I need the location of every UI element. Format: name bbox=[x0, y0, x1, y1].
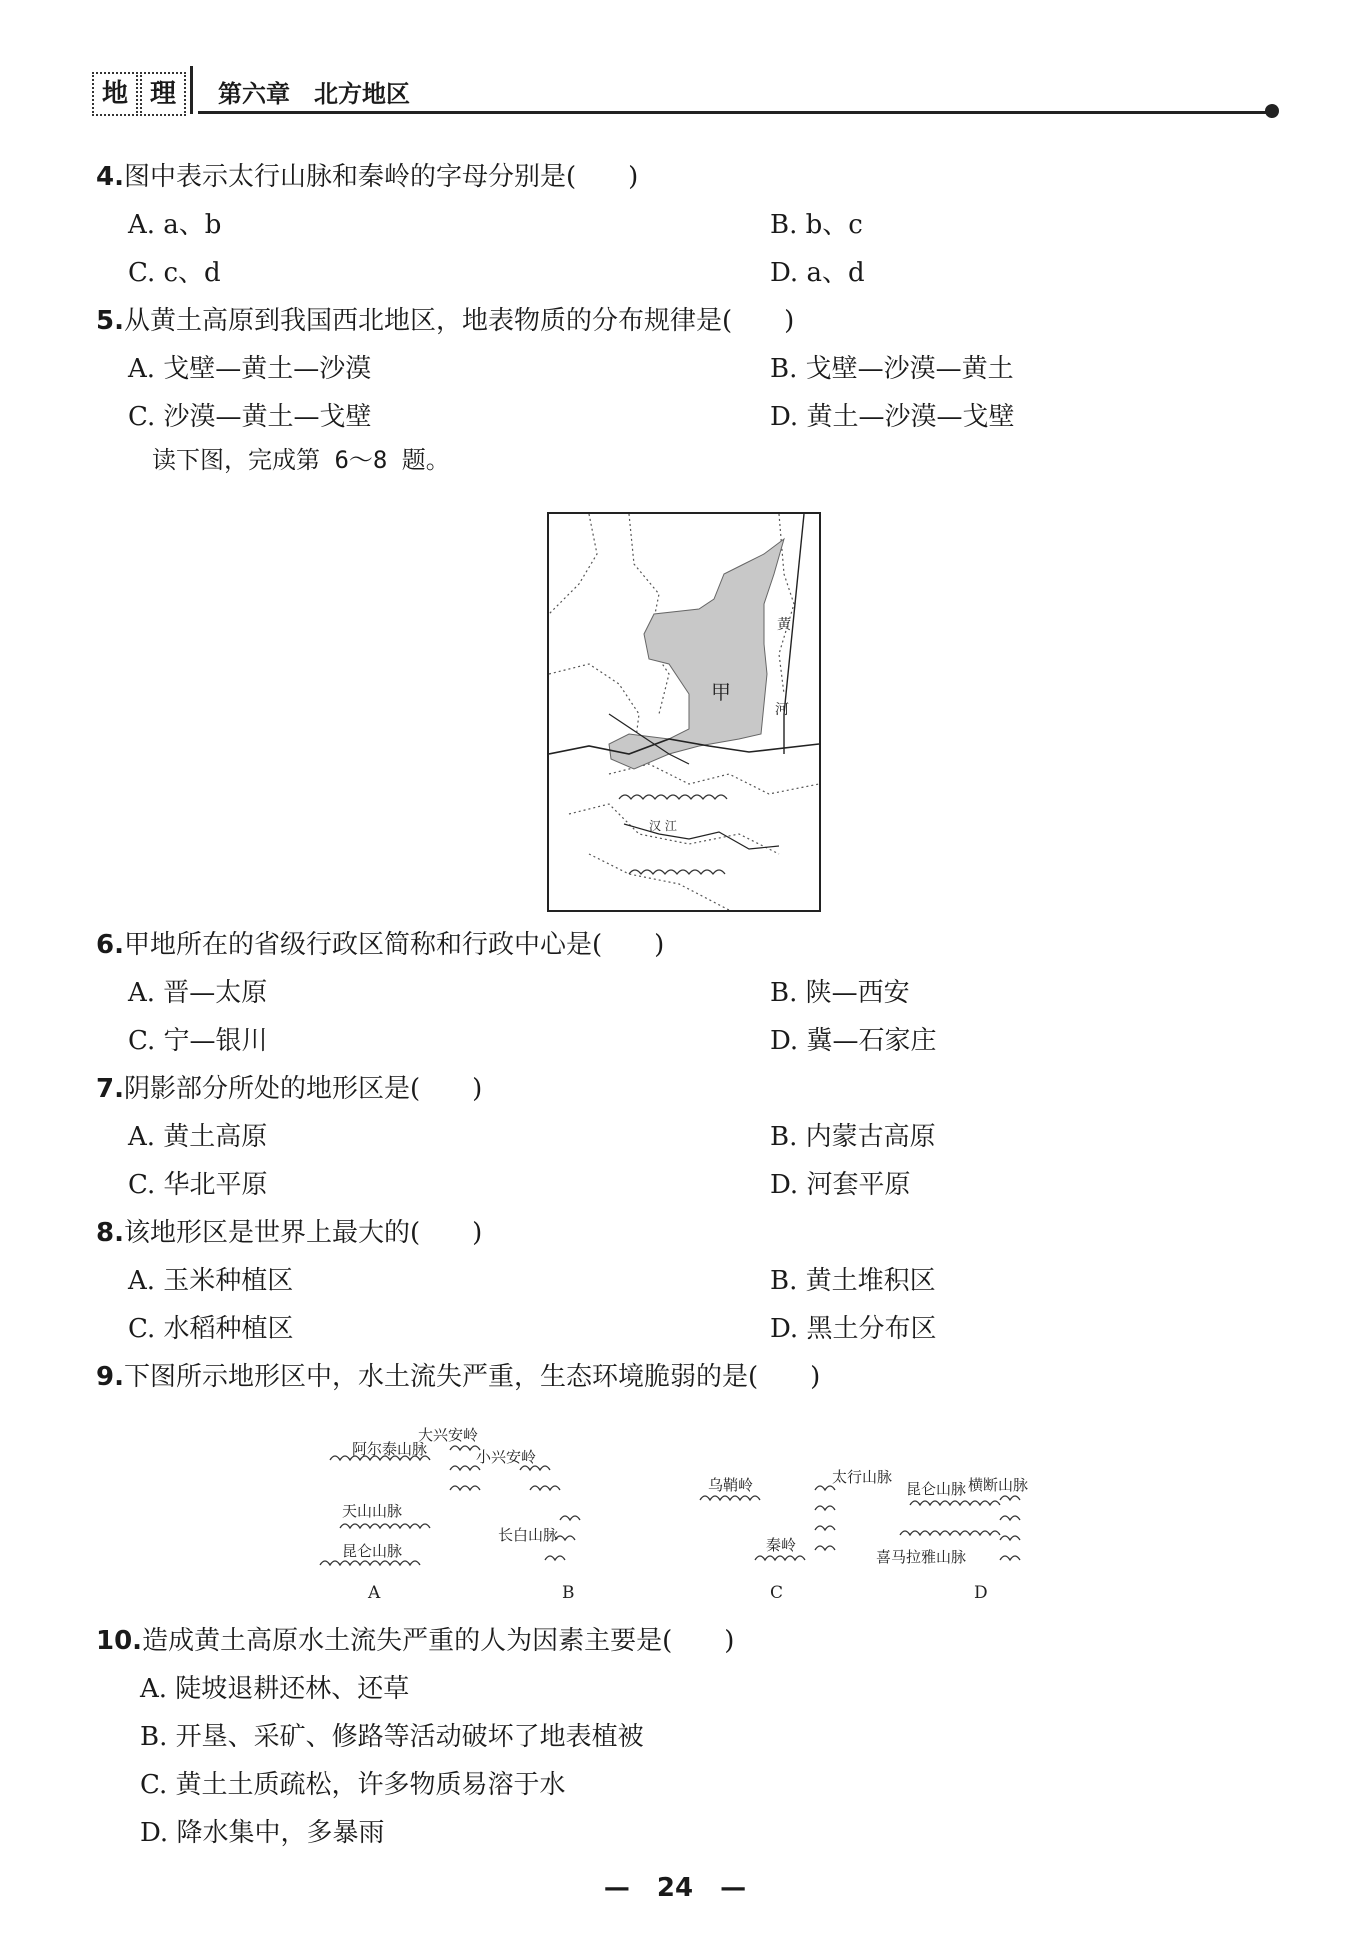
option-a: A. 玉米种植区 bbox=[128, 1266, 294, 1296]
option-c: C. 水稻种植区 bbox=[128, 1314, 294, 1344]
range-label-d-3: 喜马拉雅山脉 bbox=[876, 1548, 967, 1566]
option-d: D. 冀—石家庄 bbox=[770, 1026, 937, 1056]
range-label-c-1: 乌鞘岭 bbox=[708, 1476, 754, 1494]
question-number: 4. bbox=[96, 162, 124, 192]
yellow-river-char-1: 黄 bbox=[777, 617, 791, 633]
question-text: 图中表示太行山脉和秦岭的字母分别是( ) bbox=[123, 162, 639, 192]
page-number bbox=[0, 1873, 1350, 1903]
header-divider bbox=[190, 66, 193, 114]
figure-letter-d: D bbox=[974, 1583, 988, 1603]
question-text: 从黄土高原到我国西北地区，地表物质的分布规律是( ) bbox=[123, 306, 795, 336]
range-label-d-2: 横断山脉 bbox=[968, 1476, 1029, 1494]
range-label-d-1: 昆仑山脉 bbox=[906, 1480, 967, 1498]
option-d: D. a、d bbox=[770, 258, 865, 288]
terrain-figure bbox=[300, 1410, 1070, 1610]
option-b: B. b、c bbox=[770, 210, 863, 240]
option-a: A. 晋—太原 bbox=[128, 978, 268, 1008]
option-b: B. 内蒙古高原 bbox=[770, 1122, 936, 1152]
figure-letter-a: A bbox=[368, 1583, 381, 1603]
option-c: C. 华北平原 bbox=[128, 1170, 268, 1200]
range-label-a-2: 天山山脉 bbox=[342, 1502, 403, 1520]
page-dash-left: — bbox=[603, 1873, 630, 1903]
question-10 bbox=[96, 1620, 734, 1657]
daba-mountains bbox=[629, 870, 725, 874]
question-text: 甲地所在的省级行政区简称和行政中心是( ) bbox=[123, 930, 665, 960]
figure-letter-c: C bbox=[770, 1583, 784, 1603]
figure-letter-b: B bbox=[562, 1583, 575, 1603]
han-river bbox=[624, 824, 779, 849]
range-label-c-3: 太行山脉 bbox=[832, 1468, 893, 1486]
option-d: D. 黄土—沙漠—戈壁 bbox=[770, 402, 1015, 432]
question-number: 6. bbox=[96, 930, 124, 960]
question-number: 10. bbox=[96, 1626, 143, 1656]
question-5 bbox=[96, 300, 794, 337]
question-7 bbox=[96, 1068, 482, 1105]
question-text: 该地形区是世界上最大的( ) bbox=[123, 1218, 483, 1248]
region-map-svg bbox=[549, 514, 819, 910]
question-8 bbox=[96, 1212, 482, 1249]
question-number: 8. bbox=[96, 1218, 124, 1248]
option-d: D. 降水集中，多暴雨 bbox=[140, 1818, 385, 1848]
question-text: 造成黄土高原水土流失严重的人为因素主要是( ) bbox=[142, 1626, 735, 1656]
option-c: C. c、d bbox=[128, 258, 221, 288]
range-label-b-1: 大兴安岭 bbox=[418, 1426, 479, 1444]
option-d: D. 黑土分布区 bbox=[770, 1314, 937, 1344]
range-label-b-2: 小兴安岭 bbox=[476, 1448, 537, 1466]
yellow-river bbox=[784, 514, 804, 754]
option-a: A. 戈壁—黄土—沙漠 bbox=[128, 354, 372, 384]
chapter-title: 第六章 北方地区 bbox=[218, 79, 410, 108]
option-c: C. 宁—银川 bbox=[128, 1026, 268, 1056]
question-6 bbox=[96, 924, 664, 961]
range-label-a-1: 阿尔泰山脉 bbox=[352, 1440, 428, 1458]
option-a: A. a、b bbox=[128, 210, 222, 240]
region-jia-shape bbox=[609, 539, 784, 769]
option-c: C. 黄土土质疏松，许多物质易溶于水 bbox=[140, 1770, 566, 1800]
option-d: D. 河套平原 bbox=[770, 1170, 911, 1200]
page-dash-right: — bbox=[720, 1873, 747, 1903]
question-text: 下图所示地形区中，水土流失严重，生态环境脆弱的是( ) bbox=[123, 1362, 821, 1392]
option-c: C. 沙漠—黄土—戈壁 bbox=[128, 402, 372, 432]
question-4 bbox=[96, 156, 638, 193]
han-river-label: 汉 江 bbox=[649, 819, 677, 833]
page-number-value: 24 bbox=[656, 1873, 694, 1903]
qinling-mountains bbox=[619, 795, 727, 799]
range-label-a-3: 昆仑山脉 bbox=[342, 1542, 403, 1560]
range-label-b-3: 长白山脉 bbox=[498, 1526, 559, 1544]
range-label-c-2: 秦岭 bbox=[766, 1536, 797, 1554]
subject-box-1: 地 bbox=[92, 72, 138, 116]
figure-instruction: 读下图，完成第 6～8 题。 bbox=[152, 446, 450, 474]
question-text: 阴影部分所处的地形区是( ) bbox=[123, 1074, 483, 1104]
option-b: B. 黄土堆积区 bbox=[770, 1266, 936, 1296]
question-number: 9. bbox=[96, 1362, 124, 1392]
question-number: 5. bbox=[96, 306, 124, 336]
region-jia-label: 甲 bbox=[711, 680, 731, 704]
option-a: A. 陡坡退耕还林、还草 bbox=[140, 1674, 410, 1704]
header-rule bbox=[198, 111, 1270, 114]
question-9 bbox=[96, 1356, 820, 1393]
question-number: 7. bbox=[96, 1074, 124, 1104]
option-b: B. 戈壁—沙漠—黄土 bbox=[770, 354, 1014, 384]
header-rule-dot bbox=[1265, 104, 1279, 118]
option-a: A. 黄土高原 bbox=[128, 1122, 268, 1152]
region-map bbox=[547, 512, 821, 912]
subject-box-2: 理 bbox=[140, 72, 186, 116]
option-b: B. 陕—西安 bbox=[770, 978, 910, 1008]
option-b: B. 开垦、采矿、修路等活动破坏了地表植被 bbox=[140, 1722, 644, 1752]
yellow-river-char-2: 河 bbox=[775, 702, 789, 718]
